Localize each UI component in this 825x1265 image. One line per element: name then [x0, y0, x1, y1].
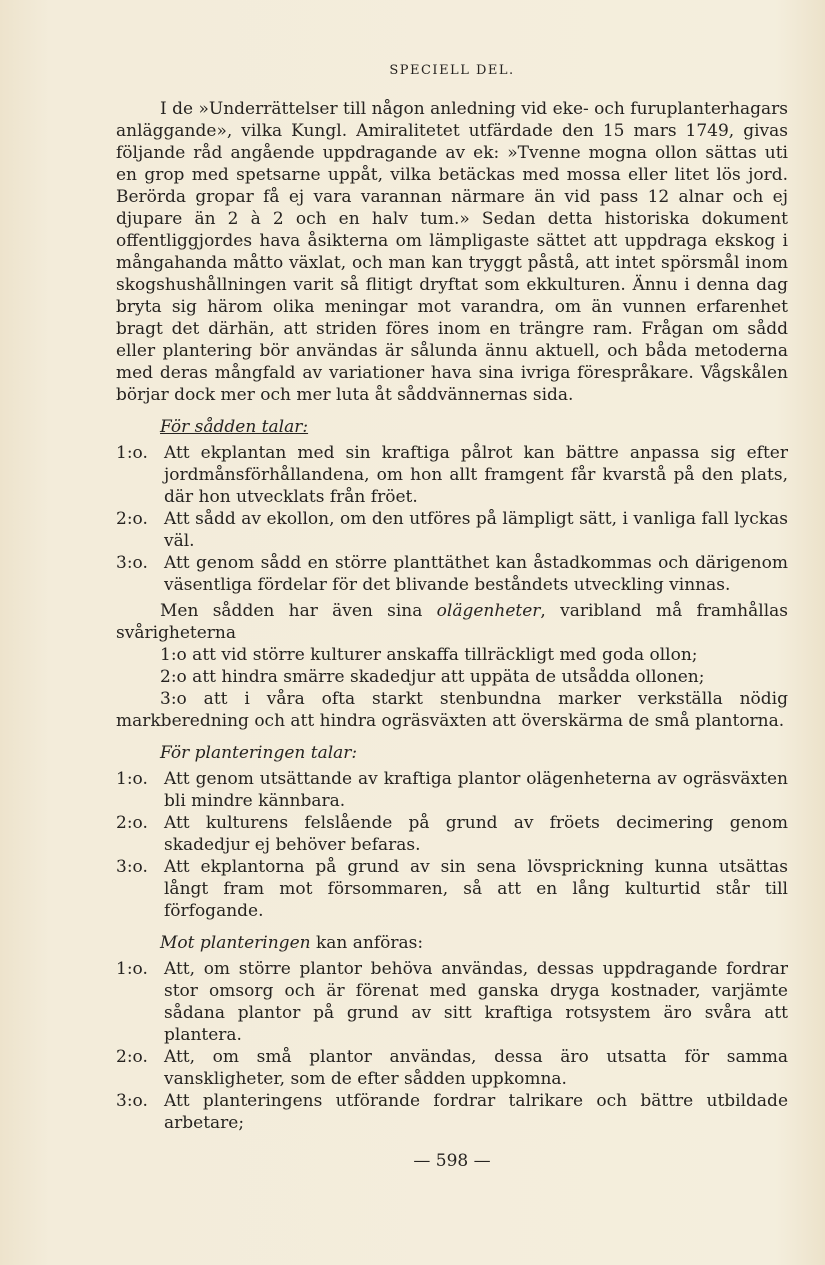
section-heading-sowing-text: För sådden talar: [160, 417, 309, 437]
list-item [116, 768, 788, 812]
item-number: 2:o. [116, 509, 148, 529]
item-number: 3:o. [116, 1091, 148, 1111]
disadvantage-item: 1:o att vid större kulturer anskaffa tillräckligt med goda ollon; [160, 645, 698, 665]
item-text: Att sådd av ekollon, om den utföres på lämpligt sätt, i vanliga fall lyckas väl. [164, 509, 788, 551]
item-text: Att, om små plantor användas, dessa äro utsatta för samma vanskligheter, som de efter sådden uppkomna. [164, 1047, 788, 1089]
item-text: Att, om större plantor behöva användas, dessas uppdragande fordrar stor omsorg och är förenat med ganska dryga kostnader, varjämte sådana plantor på grund av sitt kraftiga rotsystem äro svåra att plantera. [164, 959, 788, 1045]
list-item [116, 812, 788, 856]
section-heading-against-planting [116, 932, 788, 954]
item-text: Att ekplantorna på grund av sin sena lövsprickning kunna utsättas långt fram mot försommaren, så att en lång kulturtid står till förfogande. [164, 857, 788, 921]
list-item [116, 508, 788, 552]
item-number: 1:o. [116, 443, 148, 463]
section-heading-planting [116, 742, 788, 764]
section-heading-planting-text: För planteringen talar: [160, 743, 358, 763]
disadvantages-emphasis: olägenheter [436, 601, 541, 621]
section-heading-against-emphasis: Mot planteringen [160, 933, 311, 953]
list-item [116, 856, 788, 922]
list-item [116, 442, 788, 508]
disadvantages-paragraph [116, 600, 788, 644]
item-text: Att ekplantan med sin kraftiga pålrot kan bättre anpassa sig efter jordmånsförhållandena, om hon allt framgent får kvarstå på den plats, där hon utvecklats från fröet. [164, 443, 788, 507]
disadvantages-after: , varibland må framhållas svårigheterna [116, 601, 788, 643]
disadvantages-before: Men sådden har även sina [160, 601, 437, 621]
item-number: 3:o. [116, 857, 148, 877]
list-item [116, 552, 788, 596]
item-text: Att genom utsättande av kraftiga plantor olägenheterna av ogräsväxten bli mindre kännbara. [164, 769, 788, 811]
list-item [116, 1046, 788, 1090]
intro-paragraph: I de »Underrättelser till någon anledning vid eke- och furuplanterhagars anläggande», vilka Kungl. Amiralitetet utfärdade den 15 mars 1749, givas följande råd angående uppdragande av ek: »Tvenne mogna ollon sättas uti en grop med spetsarne uppåt, vilka betäckas med mossa eller litet lös jord. Berörda gropar få ej vara varannan närmare än vid pass 12 alnar och ej djupare än 2 à 2 och en halv tum.» Sedan detta historiska dokument offentliggjordes hava åsikterna om lämpligaste sättet att uppdraga ekskog i mångahanda måtto växlat, och man kan tryggt påstå, att intet spörsmål inom skogshushållningen varit så flitigt dryftat som ekkulturen. Ännu i denna dag bryta sig härom olika meningar mot varandra, om än vunnen erfarenhet bragt det därhän, att striden föres inom en trängre ram. Frågan om sådd eller plantering bör användas är sålunda ännu aktuell, och båda metoderna med deras mångfald av variationer hava sina ivriga förespråkare. Vågskålen börjar dock mer och mer luta åt såddvännernas sida. [116, 99, 788, 405]
item-text: Att genom sådd en större planttäthet kan åstadkommas och därigenom väsentliga fördelar för det blivande beståndets utveckling vinnas. [164, 553, 788, 595]
disadvantage-item: 3:o att i våra ofta starkt stenbundna marker verkställa nödig markberedning och att hindra ogräsväxten att överskärma de små plantorna. [116, 689, 788, 731]
item-text: Att kulturens felslående på grund av fröets decimering genom skadedjur ej behöver befaras. [164, 813, 788, 855]
running-header: SPECIELL DEL. [389, 63, 515, 78]
page-content [116, 60, 788, 1172]
list-item [116, 1090, 788, 1134]
item-text: Att planteringens utförande fordrar talrikare och bättre utbildade arbetare; [164, 1091, 788, 1133]
list-item [116, 958, 788, 1046]
item-number: 1:o. [116, 769, 148, 789]
item-number: 1:o. [116, 959, 148, 979]
item-number: 3:o. [116, 553, 148, 573]
page-number: — 598 — [413, 1151, 491, 1171]
item-number: 2:o. [116, 1047, 148, 1067]
section-heading-sowing [116, 416, 788, 438]
item-number: 2:o. [116, 813, 148, 833]
disadvantage-item: 2:o att hindra smärre skadedjur att uppäta de utsådda ollonen; [160, 667, 705, 687]
section-heading-against-rest: kan anföras: [310, 933, 424, 953]
